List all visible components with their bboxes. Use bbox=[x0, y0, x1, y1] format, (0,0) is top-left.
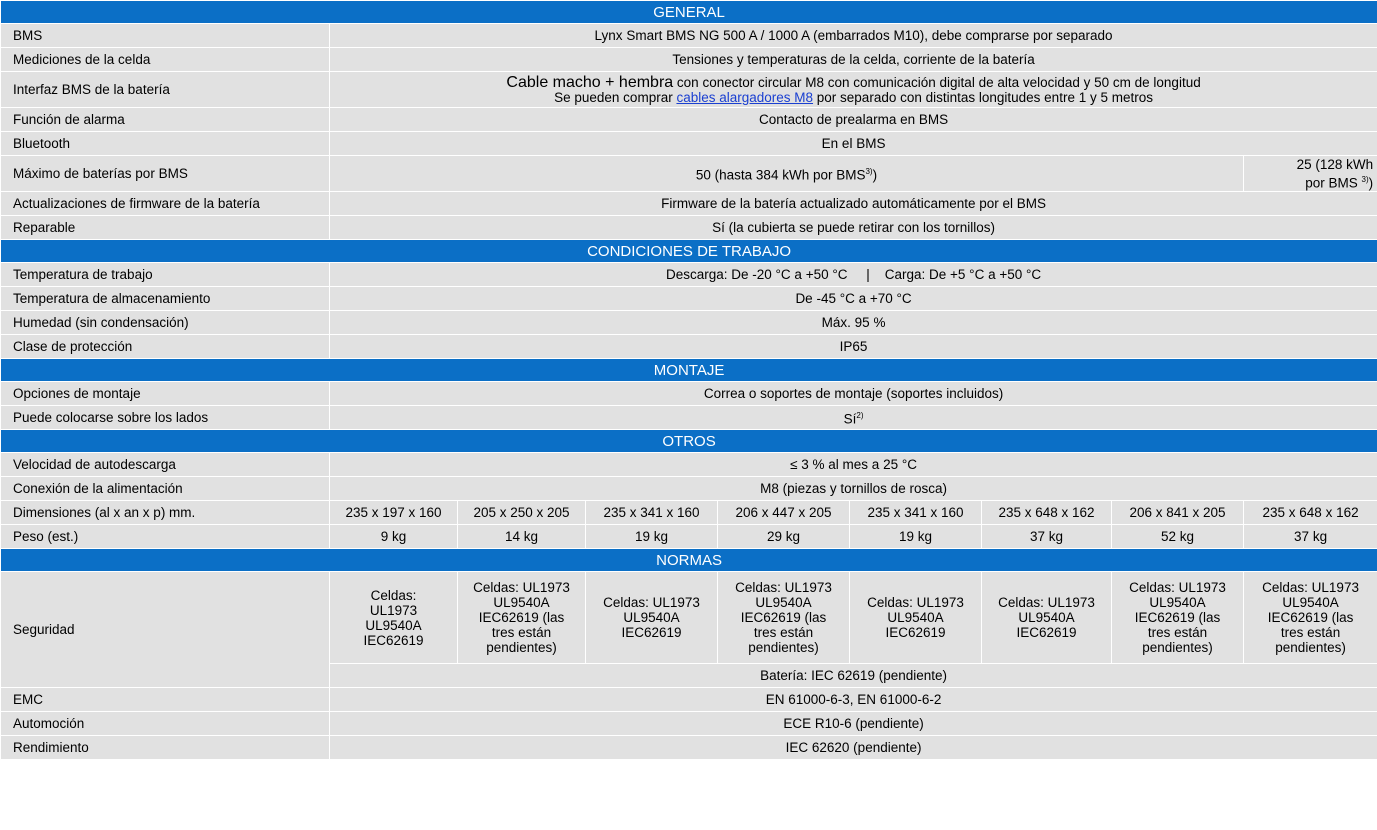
safety-line: tres están bbox=[1147, 625, 1208, 640]
row-label: Actualizaciones de firmware de la batería bbox=[1, 192, 330, 216]
safety-line: UL9540A bbox=[755, 595, 812, 610]
row-proteccion bbox=[1, 335, 1377, 359]
safety-line: IEC62619 (las bbox=[1267, 610, 1354, 625]
row-value bbox=[330, 406, 1377, 430]
row-label: Dimensiones (al x an x p) mm. bbox=[1, 501, 330, 525]
row-label: Conexión de la alimentación bbox=[1, 477, 330, 501]
safety-cell bbox=[586, 572, 718, 664]
weight-cell: 52 kg bbox=[1112, 525, 1244, 549]
safety-cell bbox=[1112, 572, 1244, 664]
row-label: Peso (est.) bbox=[1, 525, 330, 549]
row-label: Función de alarma bbox=[1, 108, 330, 132]
maximo-last-line-1: 25 (128 kWh bbox=[1296, 156, 1374, 172]
row-label: Reparable bbox=[1, 216, 330, 240]
row-value: Firmware de la batería actualizado automáticamente por el BMS bbox=[330, 192, 1377, 216]
weight-cell: 19 kg bbox=[586, 525, 718, 549]
safety-line: IEC62619 (las bbox=[478, 610, 565, 625]
row-alarma bbox=[1, 108, 1377, 132]
maximo-last-close: ) bbox=[1368, 175, 1374, 191]
safety-cell bbox=[718, 572, 850, 664]
safety-line: pendientes) bbox=[748, 640, 819, 655]
safety-cell bbox=[1244, 572, 1377, 664]
row-label: Máximo de baterías por BMS bbox=[1, 156, 330, 192]
safety-line: pendientes) bbox=[1275, 640, 1346, 655]
dimension-cell: 206 x 841 x 205 bbox=[1112, 501, 1244, 525]
section-title: MONTAJE bbox=[1, 359, 1377, 382]
row-label: Temperatura de almacenamiento bbox=[1, 287, 330, 311]
row-label: Velocidad de autodescarga bbox=[1, 453, 330, 477]
safety-line: UL9540A bbox=[1018, 610, 1075, 625]
safety-cell bbox=[330, 572, 458, 664]
dimension-cell: 206 x 447 x 205 bbox=[718, 501, 850, 525]
row-value: Máx. 95 % bbox=[330, 311, 1377, 335]
row-value: ECE R10-6 (pendiente) bbox=[330, 712, 1377, 736]
maximo-value-close: ) bbox=[872, 167, 878, 183]
row-label: Seguridad bbox=[1, 572, 330, 688]
weight-cell: 29 kg bbox=[718, 525, 850, 549]
row-label: Interfaz BMS de la batería bbox=[1, 72, 330, 108]
interfaz-line-2 bbox=[334, 90, 1373, 105]
row-seguridad bbox=[1, 572, 1377, 664]
row-label: Opciones de montaje bbox=[1, 382, 330, 406]
row-value bbox=[330, 72, 1377, 108]
maximo-value-text: 50 (hasta 384 kWh por BMS bbox=[695, 167, 866, 183]
safety-line: pendientes) bbox=[1142, 640, 1213, 655]
dimension-cell: 235 x 648 x 162 bbox=[1244, 501, 1377, 525]
row-value: M8 (piezas y tornillos de rosca) bbox=[330, 477, 1377, 501]
row-value: En el BMS bbox=[330, 132, 1377, 156]
row-value: Sí (la cubierta se puede retirar con los tornillos) bbox=[330, 216, 1377, 240]
row-value: Batería: IEC 62619 (pendiente) bbox=[330, 664, 1377, 688]
maximo-last-text: por BMS bbox=[1305, 175, 1358, 191]
footnote-ref: 3) bbox=[1361, 174, 1369, 184]
safety-line: tres están bbox=[753, 625, 814, 640]
cables-alargadores-link[interactable]: cables alargadores M8 bbox=[676, 89, 814, 105]
row-label: Humedad (sin condensación) bbox=[1, 311, 330, 335]
safety-line: Celdas: UL1973 bbox=[735, 580, 832, 595]
safety-line: Celdas: bbox=[370, 587, 417, 603]
interfaz-line-1 bbox=[334, 75, 1373, 90]
lados-value: Sí bbox=[843, 411, 857, 427]
safety-line: IEC62619 bbox=[621, 625, 682, 640]
interfaz-cable-text: Cable macho + hembra bbox=[506, 73, 674, 91]
safety-line: IEC62619 (las bbox=[740, 610, 827, 625]
row-mediciones bbox=[1, 48, 1377, 72]
row-bms bbox=[1, 24, 1377, 48]
row-maximo-baterias bbox=[1, 156, 1377, 192]
safety-cell bbox=[982, 572, 1112, 664]
row-value: De -45 °C a +70 °C bbox=[330, 287, 1377, 311]
row-label: Mediciones de la celda bbox=[1, 48, 330, 72]
safety-line: Celdas: UL1973 bbox=[1262, 580, 1359, 595]
section-header-condiciones bbox=[1, 240, 1377, 263]
row-value: Lynx Smart BMS NG 500 A / 1000 A (embarrados M10), debe comprarse por separado bbox=[330, 24, 1377, 48]
row-label: Bluetooth bbox=[1, 132, 330, 156]
safety-line: UL9540A bbox=[365, 617, 422, 633]
row-rendimiento bbox=[1, 736, 1377, 760]
safety-line: Celdas: UL1973 bbox=[998, 595, 1095, 610]
row-humedad bbox=[1, 311, 1377, 335]
safety-line: IEC62619 (las bbox=[1134, 610, 1221, 625]
row-automocion bbox=[1, 712, 1377, 736]
safety-line: UL9540A bbox=[493, 595, 550, 610]
interfaz-text-pre: Se pueden comprar bbox=[554, 89, 677, 105]
row-temperatura-almacenamiento bbox=[1, 287, 1377, 311]
dimension-cell: 235 x 341 x 160 bbox=[586, 501, 718, 525]
safety-line: IEC62619 bbox=[885, 625, 946, 640]
row-dimensiones bbox=[1, 501, 1377, 525]
weight-cell: 14 kg bbox=[458, 525, 586, 549]
row-emc bbox=[1, 688, 1377, 712]
row-autodescarga bbox=[1, 453, 1377, 477]
row-value: EN 61000-6-3, EN 61000-6-2 bbox=[330, 688, 1377, 712]
row-label: Clase de protección bbox=[1, 335, 330, 359]
section-title: CONDICIONES DE TRABAJO bbox=[1, 240, 1377, 263]
safety-cell bbox=[850, 572, 982, 664]
interfaz-text-post: por separado con distintas longitudes entre 1 y 5 metros bbox=[813, 89, 1153, 105]
section-header-general bbox=[1, 1, 1377, 24]
section-title: OTROS bbox=[1, 430, 1377, 453]
row-value bbox=[330, 156, 1244, 192]
row-value: IP65 bbox=[330, 335, 1377, 359]
row-bluetooth bbox=[1, 132, 1377, 156]
safety-cell bbox=[458, 572, 586, 664]
row-lados bbox=[1, 406, 1377, 430]
row-label: Automoción bbox=[1, 712, 330, 736]
safety-line: UL9540A bbox=[887, 610, 944, 625]
weight-cell: 19 kg bbox=[850, 525, 982, 549]
safety-line: Celdas: UL1973 bbox=[867, 595, 964, 610]
dimension-cell: 235 x 648 x 162 bbox=[982, 501, 1112, 525]
safety-line: UL1973 bbox=[369, 602, 418, 618]
footnote-ref: 2) bbox=[856, 411, 864, 421]
row-value: Correa o soportes de montaje (soportes incluidos) bbox=[330, 382, 1377, 406]
row-value: IEC 62620 (pendiente) bbox=[330, 736, 1377, 760]
row-interfaz bbox=[1, 72, 1377, 108]
weight-cell: 37 kg bbox=[982, 525, 1112, 549]
safety-line: UL9540A bbox=[1149, 595, 1206, 610]
row-value: Descarga: De -20 °C a +50 °C | Carga: De +5 °C a +50 °C bbox=[330, 263, 1377, 287]
row-firmware bbox=[1, 192, 1377, 216]
row-reparable bbox=[1, 216, 1377, 240]
safety-line: Celdas: UL1973 bbox=[603, 595, 700, 610]
dimension-cell: 205 x 250 x 205 bbox=[458, 501, 586, 525]
dimension-cell: 235 x 197 x 160 bbox=[330, 501, 458, 525]
row-peso bbox=[1, 525, 1377, 549]
footnote-ref: 3) bbox=[865, 167, 873, 177]
row-conexion bbox=[1, 477, 1377, 501]
row-temperatura-trabajo bbox=[1, 263, 1377, 287]
safety-line: UL9540A bbox=[623, 610, 680, 625]
section-title: NORMAS bbox=[1, 549, 1377, 572]
row-value: Tensiones y temperaturas de la celda, corriente de la batería bbox=[330, 48, 1377, 72]
safety-line: tres están bbox=[491, 625, 552, 640]
row-value-last bbox=[1244, 156, 1377, 192]
safety-line: Celdas: UL1973 bbox=[473, 580, 570, 595]
row-label: Temperatura de trabajo bbox=[1, 263, 330, 287]
dimension-cell: 235 x 341 x 160 bbox=[850, 501, 982, 525]
interfaz-connector-text: con conector circular M8 con comunicación digital de alta velocidad y 50 cm de longitud bbox=[673, 74, 1201, 90]
row-value: Contacto de prealarma en BMS bbox=[330, 108, 1377, 132]
section-header-normas bbox=[1, 549, 1377, 572]
row-opciones-montaje bbox=[1, 382, 1377, 406]
row-label: Puede colocarse sobre los lados bbox=[1, 406, 330, 430]
row-label: BMS bbox=[1, 24, 330, 48]
row-value: ≤ 3 % al mes a 25 °C bbox=[330, 453, 1377, 477]
weight-cell: 9 kg bbox=[330, 525, 458, 549]
safety-line: IEC62619 bbox=[363, 632, 424, 648]
row-label: EMC bbox=[1, 688, 330, 712]
section-header-otros bbox=[1, 430, 1377, 453]
safety-line: tres están bbox=[1280, 625, 1341, 640]
weight-cell: 37 kg bbox=[1244, 525, 1377, 549]
row-label: Rendimiento bbox=[1, 736, 330, 760]
section-header-montaje bbox=[1, 359, 1377, 382]
safety-line: Celdas: UL1973 bbox=[1129, 580, 1226, 595]
safety-line: UL9540A bbox=[1282, 595, 1339, 610]
safety-line: IEC62619 bbox=[1016, 625, 1077, 640]
safety-line: pendientes) bbox=[486, 640, 557, 655]
maximo-last-line-2 bbox=[1248, 172, 1373, 191]
section-title: GENERAL bbox=[1, 1, 1377, 24]
